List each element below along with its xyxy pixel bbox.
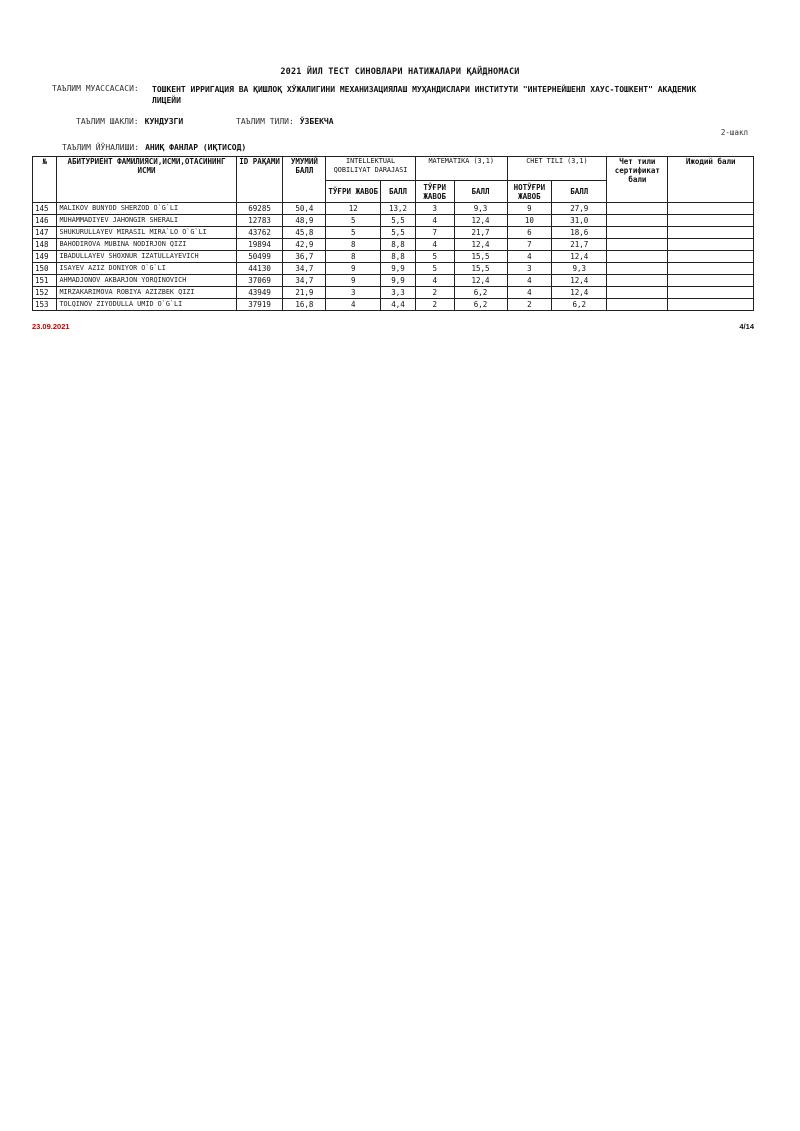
row-number: 152	[33, 287, 57, 299]
study-language-label: ТАЪЛИМ ТИЛИ:	[236, 117, 294, 126]
total-score: 36,7	[283, 251, 326, 263]
iq-score: 9,9	[381, 263, 416, 275]
foreign-correct: 9	[507, 203, 552, 215]
final-score	[668, 215, 754, 227]
certificate-score	[607, 275, 668, 287]
applicant-name: MIRZAKARIMOVA ROBIYA AZIZBEK QIZI	[57, 287, 236, 299]
study-language-value: ЎЗБЕКЧА	[299, 117, 334, 126]
applicant-name: SHUKURULLAYEV MIRASIL MIRA`LO O`G`LI	[57, 227, 236, 239]
table-row	[33, 227, 754, 239]
total-score: 48,9	[283, 215, 326, 227]
final-score	[668, 263, 754, 275]
iq-score: 8,8	[381, 251, 416, 263]
final-score	[668, 203, 754, 215]
math-score: 21,7	[454, 227, 507, 239]
foreign-score: 12,4	[552, 251, 607, 263]
final-score	[668, 287, 754, 299]
math-correct: 7	[415, 227, 454, 239]
row-number: 146	[33, 215, 57, 227]
iq-score: 4,4	[381, 299, 416, 311]
iq-correct: 3	[326, 287, 381, 299]
row-number: 149	[33, 251, 57, 263]
header-intellectual: INTELLEKTUAL QOBILIYAT DARAJASI	[326, 157, 416, 181]
footer-date: 23.09.2021	[32, 322, 70, 331]
direction-label: ТАЪЛИМ ЙЎНАЛИШИ:	[62, 143, 140, 152]
total-score: 21,9	[283, 287, 326, 299]
total-score: 50,4	[283, 203, 326, 215]
study-form-label: ТАЪЛИМ ШАКЛИ:	[76, 117, 139, 126]
foreign-correct: 10	[507, 215, 552, 227]
header-no: №	[33, 157, 57, 203]
final-score	[668, 275, 754, 287]
foreign-correct: 4	[507, 287, 552, 299]
page-title: 2021 ЙИЛ ТЕСТ СИНОВЛАРИ НАТИЖАЛАРИ ҚАЙДНОМАСИ	[280, 67, 520, 77]
iq-score: 9,9	[381, 275, 416, 287]
applicant-name: IBADULLAYEV SHOXNUR IZATULLAYEVICH	[57, 251, 236, 263]
math-correct: 4	[415, 239, 454, 251]
iq-correct: 8	[326, 251, 381, 263]
foreign-score: 18,6	[552, 227, 607, 239]
final-score	[668, 227, 754, 239]
foreign-correct: 7	[507, 239, 552, 251]
table-row	[33, 239, 754, 251]
results-table	[32, 156, 754, 311]
certificate-score	[607, 239, 668, 251]
math-correct: 2	[415, 299, 454, 311]
total-score: 42,9	[283, 239, 326, 251]
iq-correct: 5	[326, 215, 381, 227]
page-number: 4/14	[739, 322, 754, 331]
institution-value: ТОШКЕНТ ИРРИГАЦИЯ ВА ҚИШЛОҚ ХЎЖАЛИГИНИ МЕХАНИЗАЦИЯЛАШ МУҲАНДИСЛАРИ ИНСТИТУТИ "ИНТЕРНЕЙШЕНЛ ХАУС-ТОШКЕНТ" АКАДЕМИК ЛИЦЕЙИ	[152, 85, 697, 105]
study-language	[236, 117, 334, 126]
certificate-score	[607, 203, 668, 215]
table-row	[33, 275, 754, 287]
iq-score: 5,5	[381, 215, 416, 227]
math-correct: 4	[415, 215, 454, 227]
header-foreign-correct: НОТЎҒРИ ЖАВОБ	[507, 181, 552, 203]
certificate-score	[607, 227, 668, 239]
table-row	[33, 299, 754, 311]
foreign-score: 12,4	[552, 287, 607, 299]
header-iq-correct: ТЎҒРИ ЖАВОБ	[326, 181, 381, 203]
study-form-value: КУНДУЗГИ	[144, 117, 184, 126]
math-score: 9,3	[454, 203, 507, 215]
foreign-correct: 2	[507, 299, 552, 311]
header-foreign-score: БАЛЛ	[552, 181, 607, 203]
applicant-name: TOLQINOV ZIYODULLA UMID O`G`LI	[57, 299, 236, 311]
iq-score: 5,5	[381, 227, 416, 239]
math-score: 12,4	[454, 215, 507, 227]
total-score: 34,7	[283, 263, 326, 275]
header-math-score: БАЛЛ	[454, 181, 507, 203]
certificate-score	[607, 251, 668, 263]
total-score: 16,8	[283, 299, 326, 311]
applicant-name: ISAYEV AZIZ DONIYOR O`G`LI	[57, 263, 236, 275]
applicant-id: 37069	[236, 275, 283, 287]
final-score	[668, 239, 754, 251]
row-number: 145	[33, 203, 57, 215]
final-score	[668, 251, 754, 263]
direction-value: АНИҚ ФАНЛАР (ИҚТИСОД)	[145, 143, 247, 152]
row-number: 148	[33, 239, 57, 251]
direction	[62, 143, 246, 152]
iq-correct: 12	[326, 203, 381, 215]
math-correct: 4	[415, 275, 454, 287]
math-correct: 2	[415, 287, 454, 299]
row-number: 150	[33, 263, 57, 275]
iq-correct: 9	[326, 275, 381, 287]
math-score: 15,5	[454, 263, 507, 275]
institution-label: ТАЪЛИМ МУАССАСАСИ:	[52, 84, 139, 93]
row-number: 147	[33, 227, 57, 239]
foreign-correct: 4	[507, 251, 552, 263]
iq-correct: 5	[326, 227, 381, 239]
header-foreign: CHET TILI (3,1)	[507, 157, 607, 181]
certificate-score	[607, 287, 668, 299]
math-correct: 3	[415, 203, 454, 215]
total-score: 45,8	[283, 227, 326, 239]
header-applicant: АБИТУРИЕНТ ФАМИЛИЯСИ,ИСМИ,ОТАСИНИНГ ИСМИ	[57, 157, 236, 203]
applicant-name: BAHODIROVA MUBINA NODIRJON QIZI	[57, 239, 236, 251]
iq-correct: 4	[326, 299, 381, 311]
applicant-id: 19894	[236, 239, 283, 251]
applicant-id: 12783	[236, 215, 283, 227]
table-row	[33, 287, 754, 299]
math-score: 15,5	[454, 251, 507, 263]
foreign-correct: 4	[507, 275, 552, 287]
total-score: 34,7	[283, 275, 326, 287]
row-number: 151	[33, 275, 57, 287]
applicant-name: MUHAMMADIYEV JAHONGIR SHERALI	[57, 215, 236, 227]
iq-correct: 9	[326, 263, 381, 275]
certificate-score	[607, 215, 668, 227]
math-correct: 5	[415, 263, 454, 275]
iq-score: 3,3	[381, 287, 416, 299]
foreign-score: 21,7	[552, 239, 607, 251]
row-number: 153	[33, 299, 57, 311]
iq-score: 13,2	[381, 203, 416, 215]
math-correct: 5	[415, 251, 454, 263]
table-row	[33, 215, 754, 227]
header-math-correct: ТЎҒРИ ЖАВОБ	[415, 181, 454, 203]
foreign-score: 12,4	[552, 275, 607, 287]
applicant-id: 69285	[236, 203, 283, 215]
header-total: УМУМИЙ БАЛЛ	[283, 157, 326, 203]
iq-score: 8,8	[381, 239, 416, 251]
math-score: 12,4	[454, 239, 507, 251]
form-number: 2-шакл	[720, 128, 748, 137]
foreign-score: 27,9	[552, 203, 607, 215]
foreign-correct: 3	[507, 263, 552, 275]
applicant-id: 43762	[236, 227, 283, 239]
header-iq-score: БАЛЛ	[381, 181, 416, 203]
final-score	[668, 299, 754, 311]
table-row	[33, 263, 754, 275]
table-row	[33, 251, 754, 263]
foreign-score: 9,3	[552, 263, 607, 275]
header-id: ID РАҚАМИ	[236, 157, 283, 203]
applicant-id: 37919	[236, 299, 283, 311]
math-score: 12,4	[454, 275, 507, 287]
header-final: Ижодий бали	[668, 157, 754, 203]
math-score: 6,2	[454, 287, 507, 299]
foreign-correct: 6	[507, 227, 552, 239]
table-row	[33, 203, 754, 215]
applicant-id: 43949	[236, 287, 283, 299]
foreign-score: 6,2	[552, 299, 607, 311]
applicant-id: 50499	[236, 251, 283, 263]
header-certificate: Чет тили сертификат бали	[607, 157, 668, 203]
certificate-score	[607, 263, 668, 275]
foreign-score: 31,0	[552, 215, 607, 227]
applicant-name: AHMADJONOV AKBARJON YORQINOVICH	[57, 275, 236, 287]
applicant-name: MALIKOV BUNYOD SHERZOD O`G`LI	[57, 203, 236, 215]
iq-correct: 8	[326, 239, 381, 251]
header-math: MATEMATIKA (3,1)	[415, 157, 507, 181]
certificate-score	[607, 299, 668, 311]
applicant-id: 44130	[236, 263, 283, 275]
math-score: 6,2	[454, 299, 507, 311]
study-form	[76, 117, 183, 126]
